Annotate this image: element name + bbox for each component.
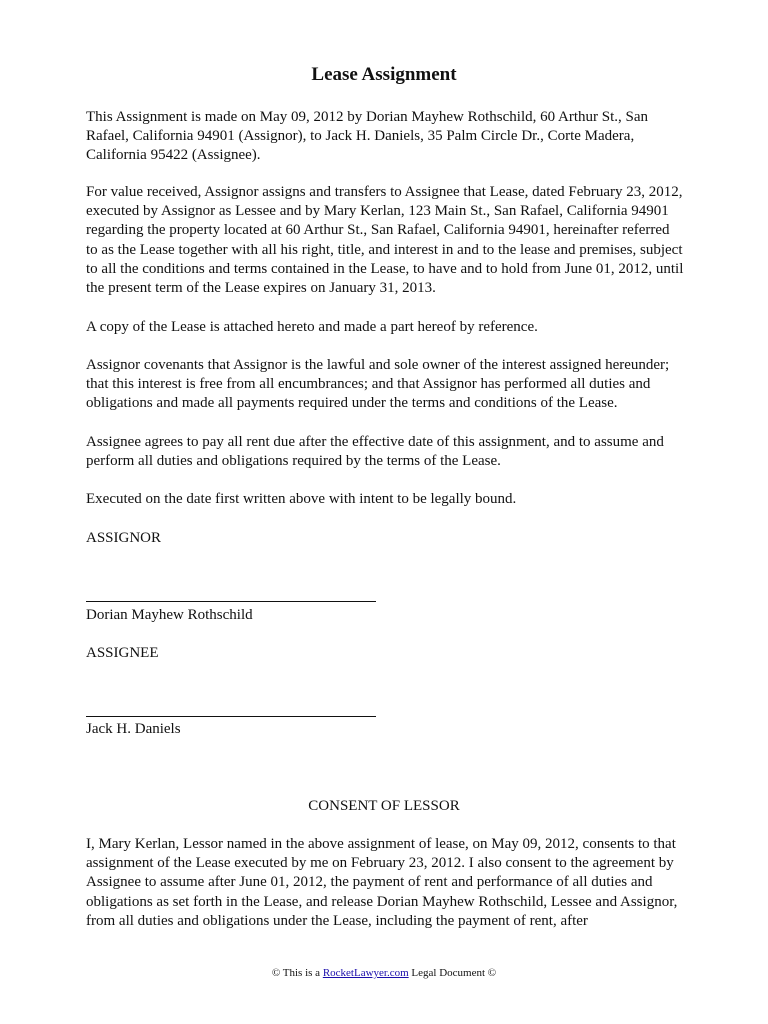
transfer-paragraph: For value received, Assignor assigns and transfers to Assignee that Lease, dated February 23, 2012, executed by Assignor as Lessee and by Mary Kerlan, 123 Main St., San Rafael, California 94901 regarding the property located at 60 Arthur St., San Rafael, California 94901, hereinafter referred to as the Lease together with all his right, title, and interest in and to the lease and premises, subject to all the conditions and terms contained in the Lease, to have and to hold from June 01, 2012, until the present term of the Lease expires on January 31, 2013. <box>86 184 684 297</box>
covenant-paragraph: Assignor covenants that Assignor is the lawful and sole owner of the interest assigned hereunder; that this interest is free from all encumbrances; and that Assignor has performed all duties and obligations and made all payments required under the terms and conditions of the Lease. <box>86 357 670 412</box>
assignee-name: Jack H. Daniels <box>86 721 181 737</box>
footer <box>0 966 768 980</box>
assignor-signature-line <box>86 601 376 602</box>
assignor-heading: ASSIGNOR <box>86 530 162 546</box>
rocketlawyer-link[interactable]: RocketLawyer.com <box>322 967 409 979</box>
copy-paragraph: A copy of the Lease is attached hereto and made a part hereof by reference. <box>86 319 538 335</box>
consent-heading: CONSENT OF LESSOR <box>308 798 460 814</box>
intro-paragraph: This Assignment is made on May 09, 2012 by Dorian Mayhew Rothschild, 60 Arthur St., San Rafael, California 94901 (Assignor), to Jack H. Daniels, 35 Palm Circle Dr., Corte Madera, California 95422 (Assignee). <box>86 109 649 164</box>
document-title: Lease Assignment <box>311 64 457 85</box>
footer-suffix: Legal Document © <box>408 967 497 979</box>
assignee-signature-line <box>86 716 376 717</box>
footer-prefix: © This is a <box>271 967 323 979</box>
consent-paragraph: I, Mary Kerlan, Lessor named in the above assignment of lease, on May 09, 2012, consents to that assignment of the Lease executed by me on February 23, 2012. I also consent to the agreement by Assignee to assume after June 01, 2012, the payment of rent and performance of all duties and obligations as set forth in the Lease, and release Dorian Mayhew Rothschild, Lessee and Assignor, from all duties and obligations under the Lease, including the payment of rent, after <box>86 836 678 929</box>
assumption-paragraph: Assignee agrees to pay all rent due after the effective date of this assignment, and to assume and perform all duties and obligations required by the terms of the Lease. <box>86 434 664 470</box>
executed-paragraph: Executed on the date first written above with intent to be legally bound. <box>86 491 517 507</box>
assignor-name: Dorian Mayhew Rothschild <box>86 607 253 623</box>
assignee-heading: ASSIGNEE <box>86 645 159 661</box>
